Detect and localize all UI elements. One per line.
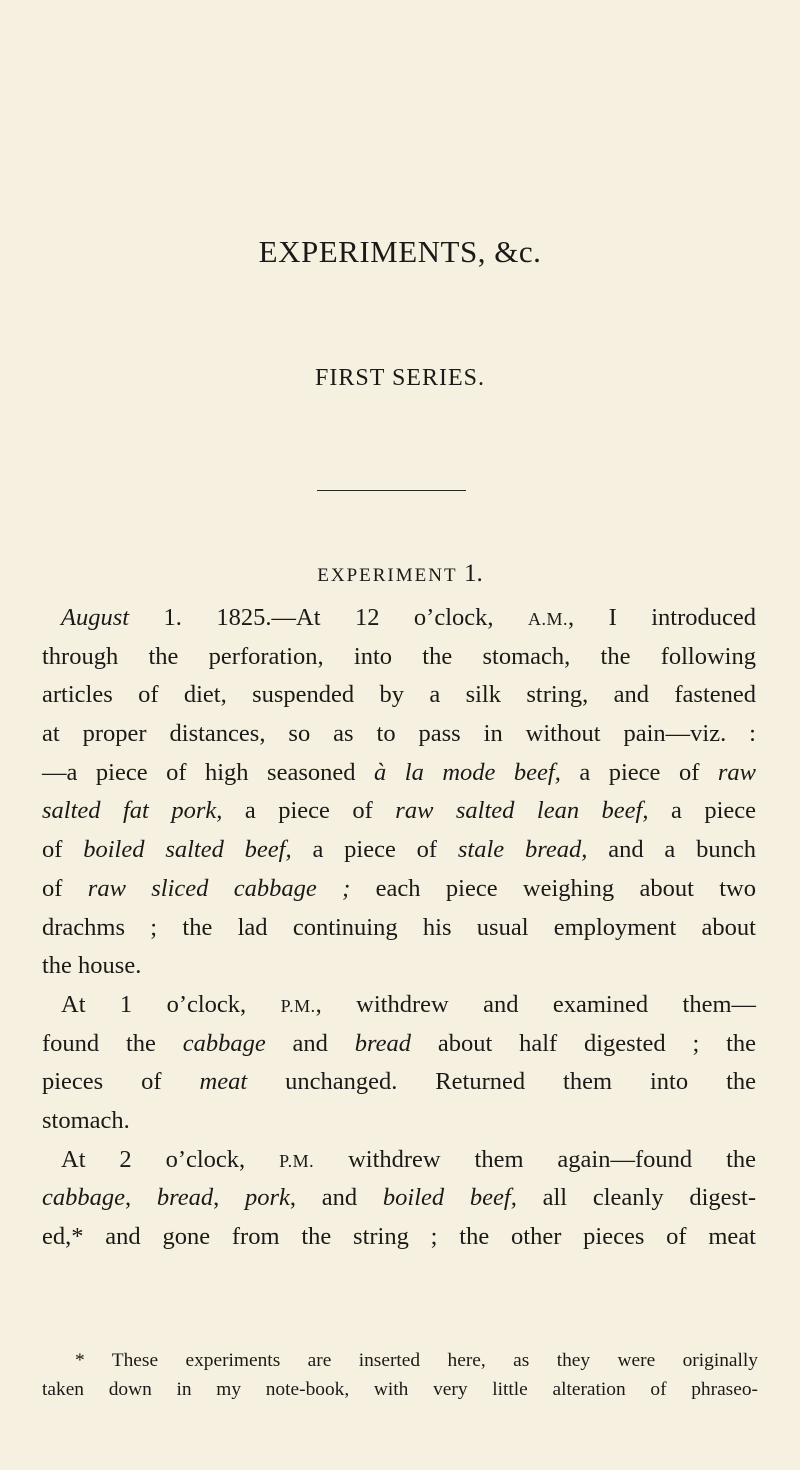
italic-term: raw salted lean beef,	[395, 797, 649, 825]
italic-term: boiled salted beef,	[83, 836, 292, 864]
experiment-number: 1.	[463, 560, 483, 587]
date-italic: August	[61, 604, 130, 631]
footnote-line: taken down in my note-book, with very little alteration of phraseo-	[42, 1379, 758, 1400]
text-line	[42, 1025, 756, 1064]
text-line: at proper distances, so as to pass in without pain—viz. :	[42, 720, 756, 748]
footnote-line: * These experiments are inserted here, as they were originally	[75, 1350, 758, 1371]
text-segment: and a bunch	[587, 836, 756, 864]
text-segment: , and	[289, 1184, 383, 1212]
footnote	[42, 1346, 758, 1404]
text-line	[42, 1063, 756, 1102]
text-segment: pieces of	[42, 1068, 200, 1096]
text-segment: a piece of	[222, 797, 396, 825]
page-title: EXPERIMENTS, &c.	[258, 234, 542, 269]
text-segment: a piece	[648, 797, 756, 825]
text-segment: ,	[213, 1184, 245, 1212]
text-line	[42, 599, 756, 638]
text-line: articles of diet, suspended by a silk string, and fastened	[42, 681, 756, 709]
experiment-heading-label: EXPERIMENT	[317, 565, 458, 586]
text-line	[42, 831, 756, 870]
text-segment: At 2 o’clock,	[61, 1145, 280, 1173]
text-segment: , withdrew and examined them—	[315, 990, 757, 1018]
text-segment: ,	[125, 1184, 157, 1212]
italic-term: meat	[199, 1068, 248, 1096]
text-segment: about half digested ; the	[411, 1029, 757, 1057]
text-segment: —a piece of high seasoned	[42, 758, 375, 786]
text-segment: found the	[42, 1029, 183, 1057]
series-heading: FIRST SERIES.	[315, 365, 485, 391]
text-segment: each piece weighing about two	[350, 874, 756, 902]
italic-term: boiled beef,	[382, 1184, 517, 1212]
text-segment: a piece of	[560, 758, 718, 786]
text-line	[42, 870, 756, 909]
italic-term: à la mode beef,	[374, 758, 561, 786]
italic-term: bread	[156, 1184, 214, 1212]
italic-term: pork	[245, 1184, 290, 1212]
italic-term: salted fat pork,	[42, 797, 223, 825]
italic-term: bread	[354, 1029, 411, 1057]
text-line	[42, 754, 756, 793]
text-segment: , I introduced	[568, 604, 756, 631]
text-segment: of	[42, 874, 88, 902]
text-line	[42, 1141, 756, 1180]
text-line: ed,* and gone from the string ; the other pieces of meat	[42, 1223, 756, 1250]
text-segment: of	[42, 836, 84, 864]
text-line	[42, 792, 756, 831]
text-segment: 1. 1825.—At 12 o’clock,	[129, 604, 528, 631]
text-line	[42, 1179, 756, 1218]
text-segment: a piece of	[291, 836, 458, 864]
text-line: the house.	[42, 952, 142, 980]
pm-abbrev: P.M.	[279, 1150, 315, 1171]
text-line: through the perforation, into the stomach, the following	[42, 642, 756, 670]
text-line: stomach.	[42, 1106, 130, 1134]
pm-abbrev: P.M.	[280, 995, 316, 1016]
text-segment: withdrew them again—found the	[314, 1145, 756, 1173]
am-abbrev: A.M.	[527, 609, 568, 629]
text-segment: At 1 o’clock,	[61, 990, 281, 1018]
text-segment: unchanged. Returned them into the	[247, 1068, 756, 1096]
section-divider	[317, 490, 466, 491]
body-text	[42, 599, 756, 1257]
italic-term: raw sliced cabbage ;	[87, 874, 351, 902]
italic-term: cabbage	[42, 1184, 125, 1212]
italic-term: cabbage	[182, 1029, 266, 1057]
text-line	[42, 986, 756, 1025]
text-segment: and	[265, 1029, 355, 1057]
text-segment: all cleanly digest-	[516, 1184, 756, 1212]
italic-term: raw	[717, 758, 756, 786]
italic-term: stale bread,	[457, 836, 588, 864]
text-line: drachms ; the lad continuing his usual employment about	[42, 913, 756, 941]
experiment-heading	[0, 561, 800, 589]
